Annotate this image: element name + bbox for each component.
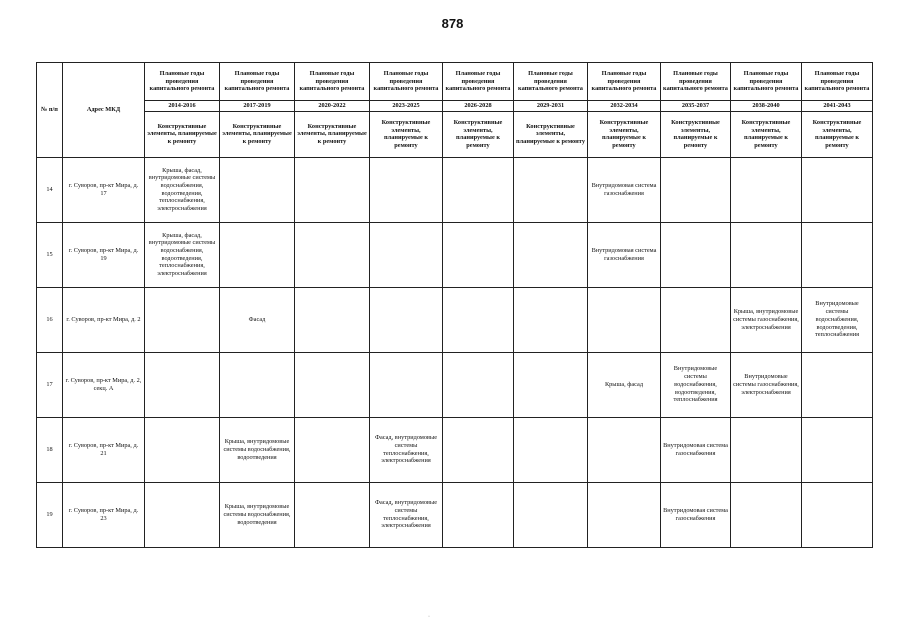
repair-elements-cell [661, 222, 731, 287]
repair-elements-cell [802, 157, 873, 222]
repair-elements-cell [370, 222, 443, 287]
repair-elements-cell [145, 352, 220, 417]
row-address: г. Суворов, пр-кт Мира, д. 19 [63, 222, 145, 287]
row-number: 17 [37, 352, 63, 417]
repair-elements-cell [588, 417, 661, 482]
row-number: 19 [37, 482, 63, 547]
repair-elements-cell [802, 352, 873, 417]
repair-elements-cell [443, 352, 514, 417]
planned-years-header: Плановые годы проведения капитального ремонта [443, 63, 514, 101]
repair-elements-cell [661, 287, 731, 352]
repair-elements-cell [514, 417, 588, 482]
elements-header: Конструктивные элементы, планируемые к ремонту [295, 111, 370, 157]
elements-header: Конструктивные элементы, планируемые к ремонту [443, 111, 514, 157]
repair-elements-cell [731, 417, 802, 482]
repair-elements-cell [370, 287, 443, 352]
repair-elements-cell [514, 352, 588, 417]
repair-elements-cell [514, 482, 588, 547]
repair-elements-cell [295, 352, 370, 417]
period-header: 2038-2040 [731, 101, 802, 112]
planned-years-header: Плановые годы проведения капитального ремонта [370, 63, 443, 101]
col-address-header: Адрес МКД [63, 63, 145, 158]
row-address: г. Суворов, пр-кт Мира, д. 21 [63, 417, 145, 482]
repair-elements-cell [802, 482, 873, 547]
repair-elements-cell: Внутридомовая система газоснабжения [661, 417, 731, 482]
planned-years-header: Плановые годы проведения капитального ремонта [295, 63, 370, 101]
repair-elements-cell [443, 287, 514, 352]
elements-header: Конструктивные элементы, планируемые к ремонту [731, 111, 802, 157]
row-address: г. Суворов, пр-кт Мира, д. 23 [63, 482, 145, 547]
table-row [37, 287, 873, 352]
period-header: 2023-2025 [370, 101, 443, 112]
page-number: 878 [441, 16, 464, 31]
table-row [37, 482, 873, 547]
repair-elements-cell [588, 482, 661, 547]
repair-elements-cell: Крыша, фасад, внутридомовые системы водоснабжения, водоотведения, теплоснабжения, электроснабжения [145, 222, 220, 287]
row-number: 14 [37, 157, 63, 222]
table-row [37, 352, 873, 417]
scan-dot: · [428, 614, 430, 620]
repair-elements-cell [443, 157, 514, 222]
elements-header: Конструктивные элементы, планируемые к ремонту [588, 111, 661, 157]
repair-elements-cell [731, 222, 802, 287]
repair-elements-cell: Крыша, внутридомовые системы водоснабжения, водоотведения [220, 482, 295, 547]
repair-elements-cell [220, 222, 295, 287]
repair-elements-cell [145, 482, 220, 547]
repair-elements-cell: Внутридомовая система газоснабжения [588, 222, 661, 287]
period-header: 2017-2019 [220, 101, 295, 112]
repair-elements-cell [220, 352, 295, 417]
col-num-header: № п/п [37, 63, 63, 158]
repair-elements-cell [731, 157, 802, 222]
repair-elements-cell [220, 157, 295, 222]
repair-elements-cell: Крыша, фасад [588, 352, 661, 417]
repair-elements-cell [145, 417, 220, 482]
capital-repair-plan-table [36, 62, 873, 548]
repair-elements-cell [145, 287, 220, 352]
repair-elements-cell: Внутридомовые системы газоснабжения, электроснабжения [731, 352, 802, 417]
repair-elements-cell [443, 482, 514, 547]
table-row [37, 222, 873, 287]
header-row-elements [37, 111, 873, 157]
repair-elements-cell [295, 287, 370, 352]
repair-elements-cell [370, 352, 443, 417]
repair-elements-cell [802, 222, 873, 287]
elements-header: Конструктивные элементы, планируемые к ремонту [802, 111, 873, 157]
period-header: 2020-2022 [295, 101, 370, 112]
repair-elements-cell: Крыша, внутридомовые системы газоснабжения, электроснабжения [731, 287, 802, 352]
planned-years-header: Плановые годы проведения капитального ремонта [514, 63, 588, 101]
repair-elements-cell [802, 417, 873, 482]
repair-elements-cell: Крыша, фасад, внутридомовые системы водоснабжения, водоотведения, теплоснабжения, электроснабжения [145, 157, 220, 222]
repair-elements-cell [731, 482, 802, 547]
period-header: 2014-2016 [145, 101, 220, 112]
repair-elements-cell [661, 157, 731, 222]
repair-elements-cell [514, 222, 588, 287]
elements-header: Конструктивные элементы, планируемые к ремонту [370, 111, 443, 157]
repair-elements-cell [295, 482, 370, 547]
repair-elements-cell: Фасад, внутридомовые системы теплоснабжения, электроснабжения [370, 482, 443, 547]
repair-elements-cell [295, 417, 370, 482]
repair-elements-cell [295, 157, 370, 222]
repair-elements-cell: Внутридомовые системы водоснабжения, водоотведения, теплоснабжения [802, 287, 873, 352]
planned-years-header: Плановые годы проведения капитального ремонта [220, 63, 295, 101]
repair-elements-cell [370, 157, 443, 222]
header-row-periods [37, 101, 873, 112]
period-header: 2035-2037 [661, 101, 731, 112]
elements-header: Конструктивные элементы, планируемые к ремонту [514, 111, 588, 157]
planned-years-header: Плановые годы проведения капитального ремонта [661, 63, 731, 101]
repair-elements-cell: Внутридомовая система газоснабжения [588, 157, 661, 222]
header-row-titles [37, 63, 873, 101]
period-header: 2032-2034 [588, 101, 661, 112]
elements-header: Конструктивные элементы, планируемые к ремонту [220, 111, 295, 157]
repair-elements-cell [443, 222, 514, 287]
row-number: 18 [37, 417, 63, 482]
elements-header: Конструктивные элементы, планируемые к ремонту [661, 111, 731, 157]
repair-elements-cell: Внутридомовые системы водоснабжения, водоотведения, теплоснабжения [661, 352, 731, 417]
repair-elements-cell [514, 157, 588, 222]
repair-elements-cell: Фасад, внутридомовые системы теплоснабжения, электроснабжения [370, 417, 443, 482]
period-header: 2029-2031 [514, 101, 588, 112]
table-row [37, 157, 873, 222]
repair-elements-cell: Внутридомовая система газоснабжения [661, 482, 731, 547]
planned-years-header: Плановые годы проведения капитального ремонта [802, 63, 873, 101]
repair-elements-cell [295, 222, 370, 287]
table-row [37, 417, 873, 482]
elements-header: Конструктивные элементы, планируемые к ремонту [145, 111, 220, 157]
row-number: 16 [37, 287, 63, 352]
repair-elements-cell [588, 287, 661, 352]
period-header: 2026-2028 [443, 101, 514, 112]
row-address: г. Суворов, пр-кт Мира, д. 17 [63, 157, 145, 222]
row-address: г. Суворов, пр-кт Мира, д. 2 [63, 287, 145, 352]
planned-years-header: Плановые годы проведения капитального ремонта [588, 63, 661, 101]
table-body [37, 157, 873, 547]
row-number: 15 [37, 222, 63, 287]
period-header: 2041-2043 [802, 101, 873, 112]
repair-elements-cell [443, 417, 514, 482]
planned-years-header: Плановые годы проведения капитального ремонта [731, 63, 802, 101]
repair-elements-cell: Фасад [220, 287, 295, 352]
row-address: г. Суворов, пр-кт Мира, д. 2, секц. А [63, 352, 145, 417]
planned-years-header: Плановые годы проведения капитального ремонта [145, 63, 220, 101]
repair-elements-cell [514, 287, 588, 352]
repair-elements-cell: Крыша, внутридомовые системы водоснабжения, водоотведения [220, 417, 295, 482]
